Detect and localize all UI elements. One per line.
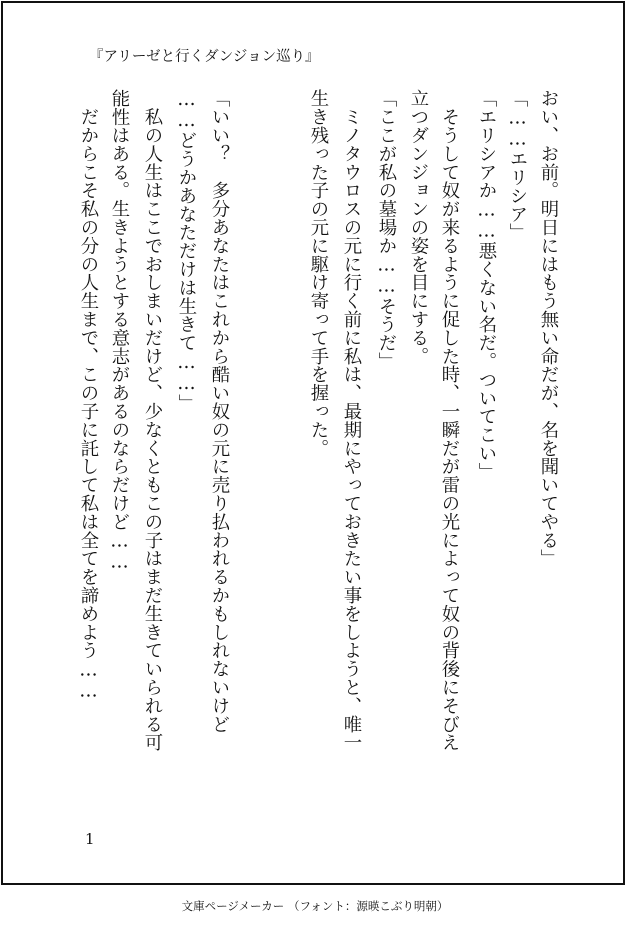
page-frame — [1, 1, 625, 885]
text-line-6: 「ここが私の墓場か……そうだ」 — [376, 89, 397, 371]
blank-line-1 — [273, 89, 297, 789]
text-line-11: 私の人生はここでおしまいだけど、少なくともこの子はまだ生きていられる可 — [142, 89, 163, 752]
text-line-9: 「いい？ 多分あなたはこれから酷い奴の元に売り払われるかもしれないけど — [209, 89, 230, 733]
text-line-10: ……どうかあなただけは生きて……」 — [176, 89, 197, 413]
text-line-4: そうして奴が来るように促した時、一瞬だが雷の光によって奴の背後にそびえ — [439, 89, 460, 752]
footer-credit: 文庫ページメーカー （フォント：源暎こぶり明朝） — [181, 899, 449, 913]
text-line-13: だからこそ私の分の人生まで、この子に託して私は全てを諦めよう…… — [78, 89, 99, 702]
blank-line-2 — [240, 89, 264, 789]
page-number: 1 — [85, 830, 95, 848]
text-line-12: 能性はある。生きようとする意志があるのならだけど…… — [109, 89, 130, 573]
text-line-2: 「……エリシア」 — [507, 89, 528, 242]
book-title: 『アリーゼと行くダンジョン巡り』 — [89, 49, 320, 65]
text-line-8: 生き残った子の元に駆け寄って手を握った。 — [308, 89, 329, 457]
text-line-3: 「エリシアか……悪くない名だ。ついてこい」 — [476, 89, 497, 481]
text-line-7: ミノタウロスの元に行く前に私は、最期にやっておきたい事をしようと、唯一 — [341, 89, 362, 752]
text-line-5: 立つダンジョンの姿を目にする。 — [408, 89, 429, 365]
text-line-1: おい、お前。明日にはもう無い命だが、名を聞いてやる」 — [538, 89, 559, 568]
